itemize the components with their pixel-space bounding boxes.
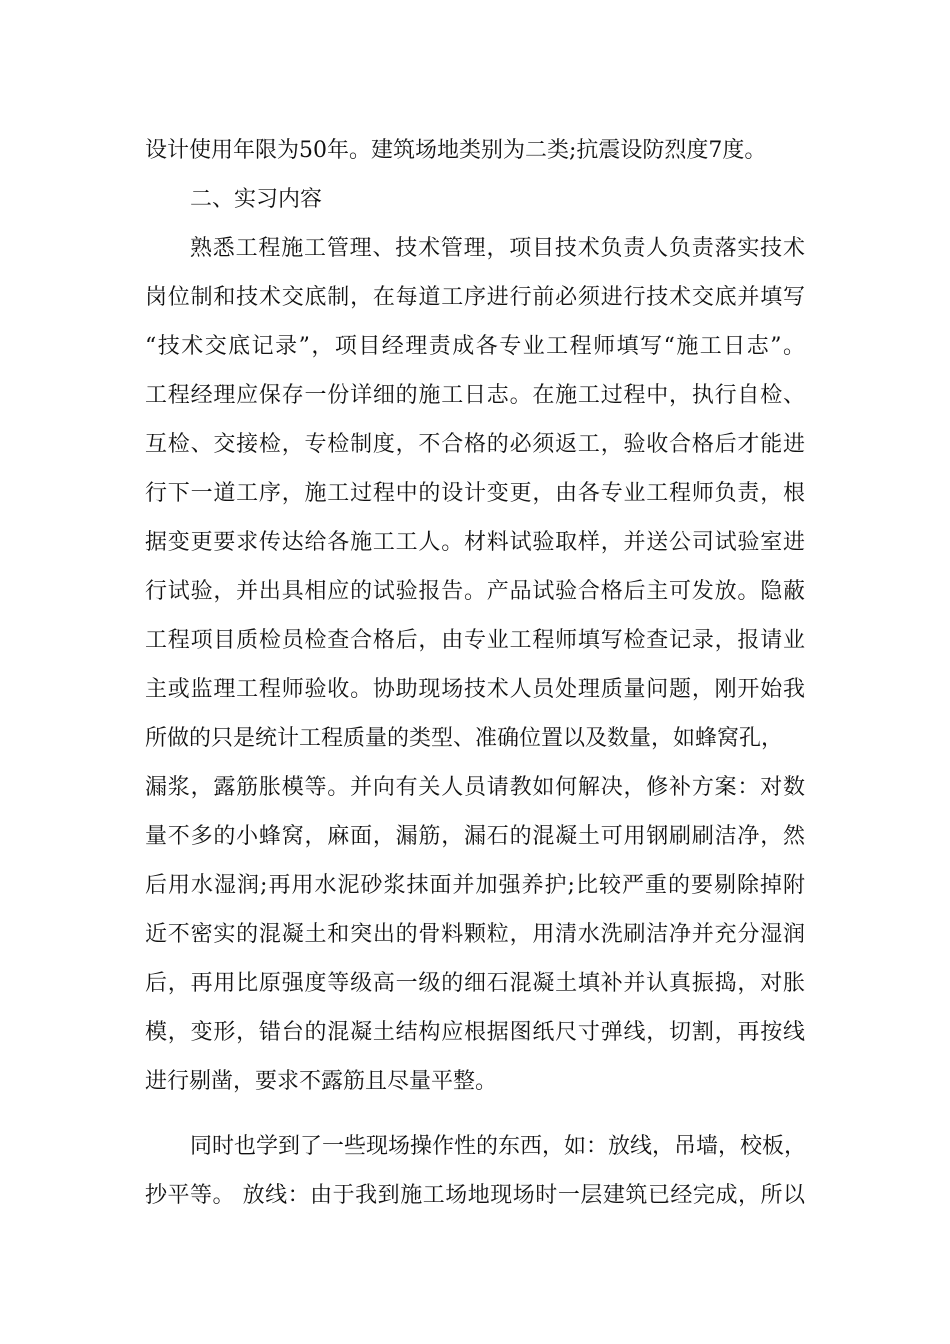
paragraph-line-4: 岗位制和技术交底制，在每道工序进行前必须进行技术交底并填写	[145, 285, 805, 310]
paragraph-line-20: 进行剔凿，要求不露筋且尽量平整。	[145, 1069, 498, 1094]
paragraph-line-12: 主或监理工程师验收。协助现场技术人员处理质量问题，刚开始我	[145, 677, 805, 702]
paragraph-line-15: 量不多的小蜂窝，麻面，漏筋，漏石的混凝土可用钢刷刷洁净，然	[145, 824, 805, 849]
paragraph-line-18: 后，再用比原强度等级高一级的细石混凝土填补并认真振捣，对胀	[145, 971, 805, 996]
paragraph-line-8: 行下一道工序，施工过程中的设计变更，由各专业工程师负责，根	[145, 481, 805, 506]
paragraph-line-3: 熟悉工程施工管理、技术管理，项目技术负责人负责落实技术	[190, 236, 805, 261]
paragraph-line-7: 互检、交接检，专检制度，不合格的必须返工，验收合格后才能进	[145, 432, 805, 457]
paragraph-line-16: 后用水湿润;再用水泥砂浆抹面并加强养护;比较严重的要剔除掉附	[145, 873, 805, 898]
paragraph-line-21: 同时也学到了一些现场操作性的东西，如：放线，吊墙，校板，	[190, 1134, 807, 1159]
section-heading: 二、实习内容	[190, 187, 323, 212]
paragraph-line-14: 漏浆，露筋胀模等。并向有关人员请教如何解决，修补方案：对数	[145, 775, 805, 800]
paragraph-line-6: 工程经理应保存一份详细的施工日志。在施工过程中，执行自检、	[145, 383, 805, 408]
paragraph-line-10: 行试验，并出具相应的试验报告。产品试验合格后主可发放。隐蔽	[145, 579, 805, 604]
paragraph-line-9: 据变更要求传达给各施工工人。材料试验取样，并送公司试验室进	[145, 530, 805, 555]
paragraph-line-1: 设计使用年限为50年。建筑场地类别为二类;抗震设防烈度7度。	[145, 138, 767, 163]
paragraph-line-17: 近不密实的混凝土和突出的骨料颗粒，用清水洗刷洁净并充分湿润	[145, 922, 805, 947]
paragraph-line-22: 抄平等。 放线：由于我到施工场地现场时一层建筑已经完成，所以	[145, 1183, 805, 1208]
paragraph-line-11: 工程项目质检员检查合格后，由专业工程师填写检查记录，报请业	[145, 628, 805, 653]
paragraph-line-19: 模，变形，错台的混凝土结构应根据图纸尺寸弹线，切割，再按线	[145, 1020, 805, 1045]
paragraph-line-5: “技术交底记录”，项目经理责成各专业工程师填写“施工日志”。	[145, 334, 805, 359]
paragraph-line-13: 所做的只是统计工程质量的类型、准确位置以及数量，如蜂窝孔，	[145, 726, 784, 751]
